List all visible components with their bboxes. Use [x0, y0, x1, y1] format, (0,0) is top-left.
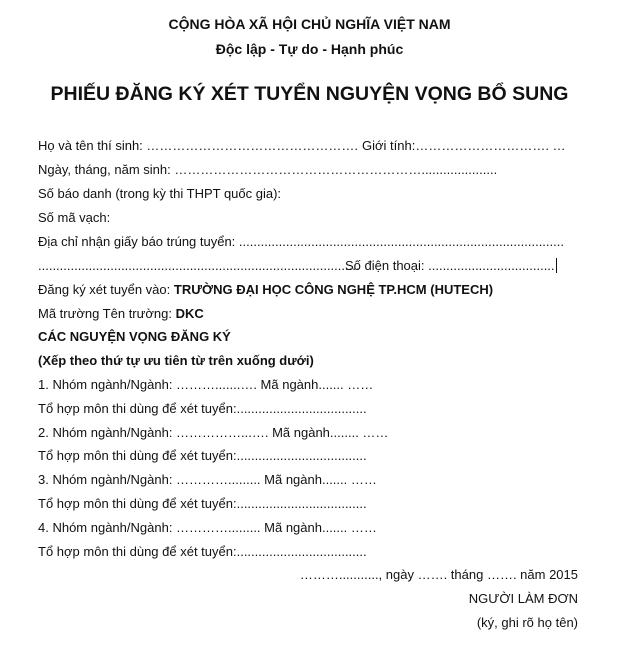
- barcode-field[interactable]: Số mã vạch:: [38, 210, 111, 225]
- phone-field-wrap[interactable]: [345, 258, 557, 273]
- school-code-label: Mã trường Tên trường:: [38, 306, 172, 321]
- text-cursor: [556, 258, 557, 273]
- form-title: PHIẾU ĐĂNG KÝ XÉT TUYỂN NGUYỆN VỌNG BỔ SUNG: [50, 83, 569, 105]
- gender-field[interactable]: Giới tính:…………………………. …: [362, 138, 566, 153]
- wish-1-major[interactable]: 1. Nhóm ngành/Ngành: ……….......…. Mã ngành....... ……: [38, 377, 374, 392]
- wish-3-combo[interactable]: Tổ hợp môn thi dùng để xét tuyển:....................................: [38, 496, 367, 511]
- date-line[interactable]: ………..........., ngày ……. tháng ……. năm 2015: [299, 567, 578, 582]
- name-field[interactable]: Họ và tên thí sinh: ………………………………………….: [38, 138, 359, 153]
- school-code: DKC: [175, 306, 204, 321]
- sign-note: (ký, ghi rõ họ tên): [476, 615, 578, 630]
- wish-4-combo[interactable]: Tổ hợp môn thi dùng để xét tuyển:....................................: [38, 544, 367, 559]
- wishes-subheading: (Xếp theo thứ tự ưu tiên từ trên xuống dưới): [38, 353, 314, 368]
- wish-1-combo[interactable]: Tổ hợp môn thi dùng để xét tuyển:....................................: [38, 401, 367, 416]
- wish-3-major[interactable]: 3. Nhóm ngành/Ngành: …………......... Mã ngành....... ……: [38, 472, 377, 487]
- school-code-line: [38, 306, 204, 321]
- dob-field[interactable]: Ngày, tháng, năm sinh: ………………………………………………….....................: [38, 162, 498, 177]
- exam-id-field[interactable]: Số báo danh (trong kỳ thi THPT quốc gia):: [38, 186, 282, 201]
- register-line: [38, 282, 493, 297]
- university-name: TRƯỜNG ĐẠI HỌC CÔNG NGHỆ TP.HCM (HUTECH): [173, 282, 494, 297]
- signer-label: NGƯỜI LÀM ĐƠN: [468, 591, 578, 606]
- wishes-heading: CÁC NGUYỆN VỌNG ĐĂNG KÝ: [38, 329, 231, 344]
- address-field[interactable]: Địa chỉ nhận giấy báo trúng tuyển: ..........................................................................................: [38, 234, 564, 249]
- register-label: Đăng ký xét tuyển vào:: [38, 282, 171, 297]
- motto: Độc lập - Tự do - Hạnh phúc: [215, 41, 404, 57]
- address-continuation[interactable]: .........................................................................................: [38, 258, 360, 273]
- wish-4-major[interactable]: 4. Nhóm ngành/Ngành: …………......... Mã ngành....... ……: [38, 520, 377, 535]
- wish-2-combo[interactable]: Tổ hợp môn thi dùng để xét tuyển:....................................: [38, 448, 367, 463]
- nation-header: CỘNG HÒA XÃ HỘI CHỦ NGHĨA VIỆT NAM: [168, 16, 451, 32]
- wish-2-major[interactable]: 2. Nhóm ngành/Ngành: ……………...…. Mã ngành........ ……: [38, 425, 389, 440]
- phone-field[interactable]: Số điện thoại: ...................................: [345, 258, 555, 273]
